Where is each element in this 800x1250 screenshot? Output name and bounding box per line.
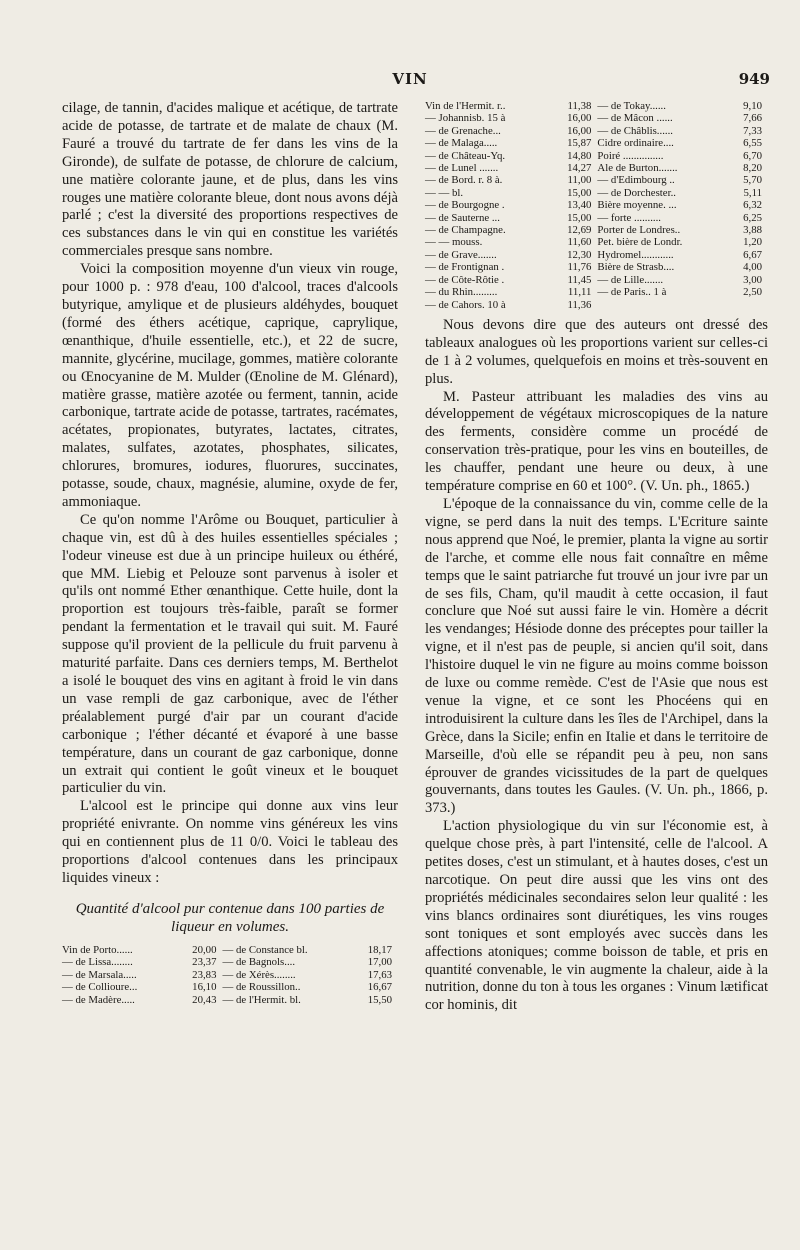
paragraph: L'alcool est le principe qui donne aux vins leur propriété enivrante. On nomme vins généreux les vins qui en contiennent plus de 11 0/0. Voici le tableau des proportions d'alcool contenues dans les principaux liquides vineux :	[62, 798, 398, 886]
wine-name: — de Frontignan .	[425, 261, 505, 274]
alcohol-value: 9,10	[743, 100, 762, 112]
wine-name: — de Roussillon..	[222, 981, 301, 994]
wine-name: Pet. bière de Londr.	[597, 236, 683, 249]
alcohol-value: 15,50	[367, 993, 392, 1006]
wine-name: Vin de l'Hermit. r..	[425, 100, 506, 112]
wine-name: — de Châblis......	[597, 124, 673, 137]
alcohol-value: 7,33	[743, 124, 762, 137]
table-row	[425, 137, 768, 149]
alcohol-value: 5,11	[743, 186, 762, 199]
alcohol-value: 20,43	[192, 993, 217, 1006]
wine-name: — de Malaga.....	[425, 137, 498, 150]
alcohol-value: 15,00	[567, 186, 592, 199]
wine-name: — de l'Hermit. bl.	[222, 993, 301, 1006]
wine-name: — de Constance bl.	[222, 943, 308, 956]
table-row	[425, 286, 768, 298]
paragraph: M. Pasteur attribuant les maladies des vins au développement de végétaux microscopiques de la nature des ferments, considère comme un procédé de conservation très-pratique, pour les vins en bouteilles, de les chauffer, pendant une heure ou deux, à une température comprise en 60 et 100°. (V. Un. ph., 1865.)	[425, 388, 768, 495]
alcohol-value	[729, 299, 768, 311]
paragraph: L'action physiologique du vin sur l'économie est, à quelque chose près, à part l'intensité, celle de l'alcool. A petites doses, c'est un stimulant, et à hautes doses, c'est un narcotique. On peut dire aussi que les vins ont des propriétés médicinales secondaires selon leur qualité : les vins blancs ordinaires sont diurétiques, les vins rouges sont toniques et sont employés avec succès dans les affections atoniques; comme boisson de table, et pris en quantité convenable, le vin augmente la chaleur, aide à la nutrition, donne du ton à tous les organes : Vinum lætificat cor hominis, dit	[425, 818, 768, 1014]
table-row	[425, 274, 768, 286]
alcohol-value: 18,17	[367, 943, 392, 956]
page-header	[0, 70, 800, 92]
table-row	[425, 199, 768, 211]
alcohol-value: 15,00	[567, 211, 592, 224]
wine-name: — de Paris.. 1 à	[597, 286, 667, 299]
wine-name: — de Madère.....	[62, 993, 135, 1006]
alcohol-value: 20,00	[192, 943, 217, 956]
wine-name: — de Lissa........	[62, 956, 133, 969]
paragraph: Nous devons dire que des auteurs ont dressé des tableaux analogues où les proportions varient sur celles-ci de 1 à 2 volumes, quelquefois en moins et très-souvent en plus.	[425, 316, 768, 387]
table-row	[62, 994, 398, 1006]
table-row	[425, 212, 768, 224]
table-row	[425, 174, 768, 186]
paragraph: cilage, de tannin, d'acides malique et acétique, de tartrate acide de potasse, de tartrate et de malate de chaux (M. Fauré a trouvé du tartrate de fer dans les vins de la Gironde), de sulfate de potasse, de chlorure de calcium, une matière colorante jaune, et de plus, dans les vins rouges une matière colorante bleue, dont nous avons déjà parlé ; c'est la diversité des proportions respectives de ces substances dans le vin qui en constitue les variétés commerciales presque sans nombre.	[62, 100, 398, 260]
wine-name: Bière de Strasb....	[597, 261, 675, 274]
alcohol-value: 6,70	[743, 149, 762, 162]
wine-name: — de Cahors. 10 à	[425, 298, 506, 311]
wine-name: — de Côte-Rôtie .	[425, 273, 505, 286]
alcohol-value: 6,67	[743, 248, 762, 261]
wine-name: — de Marsala.....	[62, 968, 137, 981]
wine-name: — de Dorchester..	[597, 186, 676, 199]
alcohol-value: 15,87	[567, 137, 592, 150]
table-row	[425, 100, 768, 112]
alcohol-value: 4,00	[743, 261, 762, 274]
table-row	[425, 125, 768, 137]
table-row	[425, 261, 768, 273]
wine-name	[597, 299, 729, 311]
table-row	[62, 969, 398, 981]
wine-name: — de Grenache...	[425, 124, 501, 137]
alcohol-value: 6,32	[743, 199, 762, 212]
alcohol-value: 11,45	[567, 273, 592, 286]
wine-name: Vin de Porto......	[62, 943, 133, 956]
alcohol-value: 12,69	[567, 224, 592, 237]
alcohol-value: 11,11	[567, 286, 592, 299]
table-row	[62, 956, 398, 968]
wine-name: — — mouss.	[425, 236, 483, 249]
wine-name: Ale de Burton.......	[597, 162, 678, 175]
alcohol-value: 11,38	[567, 100, 592, 112]
right-column	[425, 100, 768, 1015]
table-row	[425, 162, 768, 174]
running-title: VIN	[392, 70, 428, 88]
wine-name: — de Tokay......	[597, 100, 666, 112]
wine-name: — du Rhin.........	[425, 286, 498, 299]
table-row	[425, 112, 768, 124]
wine-name: — de Champagne.	[425, 224, 506, 237]
alcohol-value: 8,20	[743, 162, 762, 175]
alcohol-value: 23,83	[192, 968, 217, 981]
wine-name: — de Lunel .......	[425, 162, 499, 175]
table-row	[62, 944, 398, 956]
wine-name: — de Collioure...	[62, 981, 138, 994]
wine-name: — de Mâcon ......	[597, 112, 673, 125]
wine-name: — de Lille.......	[597, 273, 664, 286]
alcohol-value: 16,00	[567, 112, 592, 125]
table-row	[425, 224, 768, 236]
table-caption: Quantité d'alcool pur contenue dans 100 parties de liqueur en volumes.	[75, 900, 385, 935]
alcohol-value: 11,00	[567, 174, 592, 187]
wine-name: Bière moyenne. ...	[597, 199, 677, 212]
wine-name: — d'Edimbourg ..	[597, 174, 675, 187]
alcohol-value: 14,80	[567, 149, 592, 162]
wine-name: Poiré ...............	[597, 149, 664, 162]
alcohol-value: 16,10	[192, 981, 217, 994]
alcohol-value: 17,63	[367, 968, 392, 981]
table-row	[425, 187, 768, 199]
wine-name: — Johannisb. 15 à	[425, 112, 506, 125]
alcohol-value: 6,25	[743, 211, 762, 224]
alcohol-value: 2,50	[743, 286, 762, 299]
wine-name: — de Bagnols....	[222, 956, 296, 969]
alcohol-value: 5,70	[743, 174, 762, 187]
wine-name: — de Sauterne ...	[425, 211, 500, 224]
alcohol-table-right	[425, 100, 768, 311]
alcohol-value: 23,37	[192, 956, 217, 969]
alcohol-value: 17,00	[367, 956, 392, 969]
paragraph: Voici la composition moyenne d'un vieux vin rouge, pour 1000 p. : 978 d'eau, 100 d'alcool, traces d'alcools butyrique, amylique et de plusieurs aldéhydes, bouquet (formé des éthers acétique, caprique, caprylique, œnanthique, d'huile essentielle, etc.), et 22 de sucre, mannite, glycérine, mucilage, gommes, matière colorante ou Œnocyanine de M. Mulder (Œnoline de M. Glénard), matière grasse, matière azotée ou ferment, tannin, acide carbonique, tartrate acide de potasse, tartrates, racémates, acétates, propionates, butyrates, lactates, citrates, malates, sulfates, azotates, phosphates, silicates, chlorures, bromures, iodures, fluorures, succinates, potasse, soude, chaux, magnésie, alumine, oxyde de fer, ammoniaque.	[62, 261, 398, 510]
alcohol-value: 11,36	[567, 298, 592, 311]
alcohol-value: 6,55	[743, 137, 762, 150]
wine-name: — de Xérès........	[222, 968, 296, 981]
alcohol-value: 1,20	[743, 236, 762, 249]
alcohol-value: 12,30	[567, 248, 592, 261]
wine-name: Hydromel............	[597, 248, 674, 261]
wine-name: — de Château-Yq.	[425, 149, 506, 162]
alcohol-value: 3,00	[743, 273, 762, 286]
paragraph: L'époque de la connaissance du vin, comme celle de la vigne, se perd dans la nuit des temps. L'Ecriture sainte nous apprend que Noé, le premier, planta la vigne au sortir de l'arche, et comme elle nous fait connaître en même temps que le saint patriarche fut trouvé un jour ivre par un de ses fils, Cham, qu'il maudit à cette occasion, il faut conclure que Noé sut aussi faire le vin. Homère a décrit les vendanges; Hésiode donne des préceptes pour tailler la vigne, et il n'est pas de peuple, si ancien qu'il soit, dans l'histoire duquel le vin ne figure au moins comme boisson de luxe ou comme remède. C'est de l'Asie que nous est venue la vigne, et ce sont les Phocéens qui en introduisirent la culture dans les îles de l'Archipel, dans la Grèce, dans la Sicile; enfin en Italie et dans le territoire de Marseille, d'où elle se répandit peu à peu, non sans éprouver de grandes vicissitudes de la part de quelques gouvernants, dans toutes les Gaules. (V. Un. ph., 1866, p. 373.)	[425, 495, 768, 817]
alcohol-value: 13,40	[567, 199, 592, 212]
wine-name: — forte ..........	[597, 211, 661, 224]
table-row	[425, 299, 768, 311]
paragraph: Ce qu'on nomme l'Arôme ou Bouquet, particulier à chaque vin, est dû à des huiles essentielles spéciales ; l'odeur vineuse est due à un principe huileux ou éthéré, que MM. Liebig et Pelouze sont parvenus à isoler et qu'ils ont nommé Ether œnanthique. Cette huile, dont la proportion est toujours très-faible, paraît se former pendant la fermentation et le travail qui suit. M. Fauré suppose qu'il provient de la pellicule du fruit parvenu à maturité parfaite. Dans ces derniers temps, M. Berthelot a isolé le bouquet des vins en agitant à froid le vin dans un vase rempli de gaz carbonique, avec de l'éther préalablement purgé d'air par un courant d'acide carbonique ; l'éther décanté et évaporé à une basse température, dans un courant de gaz carbonique, donne un extrait qui contient le goût vineux et le bouquet particulier du vin.	[62, 511, 398, 797]
page-number: 949	[738, 70, 770, 88]
table-row	[425, 150, 768, 162]
wine-name: — de Bord. r. 8 à.	[425, 174, 503, 187]
alcohol-value: 16,00	[567, 124, 592, 137]
alcohol-value: 16,67	[367, 981, 392, 994]
left-column	[62, 100, 398, 1006]
table-row	[425, 236, 768, 248]
table-row	[62, 981, 398, 993]
wine-name: Cidre ordinaire....	[597, 137, 674, 150]
table-row	[425, 249, 768, 261]
alcohol-table-left	[62, 944, 398, 1006]
alcohol-value: 11,76	[567, 261, 592, 274]
alcohol-value: 7,66	[743, 112, 762, 125]
alcohol-value: 11,60	[567, 236, 592, 249]
wine-name: — — bl.	[425, 186, 464, 199]
wine-name: Porter de Londres..	[597, 224, 681, 237]
wine-name: — de Grave.......	[425, 248, 497, 261]
alcohol-value: 3,88	[743, 224, 762, 237]
wine-name: — de Bourgogne .	[425, 199, 505, 212]
alcohol-value: 14,27	[567, 162, 592, 175]
